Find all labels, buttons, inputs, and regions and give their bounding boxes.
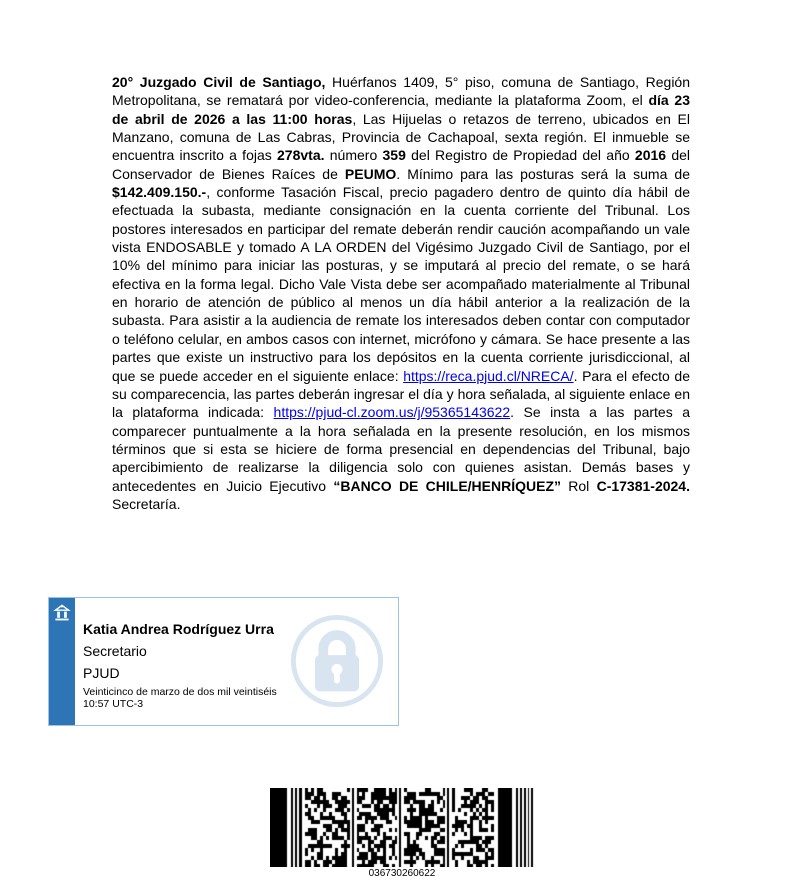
- text-segment: 359: [382, 147, 406, 164]
- text-segment: número: [324, 147, 383, 164]
- signature-date: Veinticinco de marzo de dos mil veintiséis: [83, 686, 277, 699]
- inline-link[interactable]: https://reca.pjud.cl/NRECA/: [403, 367, 574, 384]
- signature-time: 10:57 UTC-3: [83, 698, 144, 711]
- barcode: [270, 788, 534, 867]
- signer-name: Katia Andrea Rodríguez Urra: [83, 621, 274, 637]
- text-segment: $142.409.150.-: [112, 184, 207, 201]
- inline-link[interactable]: https://pjud-cl.zoom.us/j/95365143622: [273, 404, 511, 421]
- barcode-number: 036730260622: [368, 868, 436, 879]
- courthouse-icon: [52, 602, 72, 622]
- text-segment: 2016: [634, 147, 667, 164]
- lock-icon: [288, 612, 386, 710]
- text-segment: , Las Hijuelas o retazos de terreno, ubicados en El Manzano, comuna de Las Cabras, Provincia de Cachapoal, sexta región. El inmueble se encuentra inscrito a fojas: [112, 110, 690, 164]
- text-segment: “BANCO DE CHILE/HENRÍQUEZ”: [333, 477, 562, 494]
- text-segment: , conforme Tasación Fiscal, precio pagadero dentro de quinto día hábil de efectuada la subasta, mediante consignación en la cuenta corriente del Tribunal. Los postores interesados en participar del remate deberán rendir caución acompañando un vale vista ENDOSABLE y tomado A LA ORDEN del Vigésimo Juzgado Civil de Santiago, por el 10% del mínimo para iniciar las posturas, y se imputará al precio del remate, o se hará efectiva en la forma legal. Dicho Vale Vista debe ser acompañado materialmente al Tribunal en horario de atención de público al menos un día hábil anterior a la realización de la subasta. Para asistir a la audiencia de remate los interesados deben contar con computador o teléfono celular, en ambos casos con internet, micrófono y cámara. Se hace presente a las partes que existe un instructivo para los depósitos en la cuenta corriente jurisdiccional, al que se puede acceder en el siguiente enlace:: [112, 184, 690, 384]
- text-segment: del Registro de Propiedad del año: [405, 147, 635, 164]
- text-segment: . Mínimo para las posturas será la suma de: [396, 165, 690, 182]
- text-segment: PEUMO: [344, 165, 397, 182]
- text-segment: del Conservador de Bienes Raíces de: [112, 147, 691, 182]
- signer-role: Secretario: [83, 643, 147, 660]
- auction-notice-paragraph: [112, 73, 690, 513]
- text-segment: . Se insta a las partes a comparecer puntualmente a la hora señalada en la presente resolución, en los mismos términos que si esta se hiciere de forma presencial en dependencias del Tribunal, bajo apercibimiento de realizarse la diligencia solo con quienes asistan. Demás bases y antecedentes en Juicio Ejecutivo: [112, 404, 690, 494]
- signer-organization: PJUD: [83, 665, 120, 682]
- text-segment: día 23 de abril de 2026 a las 11:00 horas: [112, 92, 690, 127]
- barcode-block: [270, 788, 534, 879]
- signature-accent-bar: [49, 598, 75, 725]
- digital-signature-block: [48, 597, 399, 726]
- text-segment: . Para el efecto de su comparecencia, las partes deberán ingresar el día y hora señalada, al siguiente enlace en la plataforma indicada:: [112, 367, 690, 421]
- text-segment: C-17381-2024.: [596, 477, 690, 494]
- text-segment: Huérfanos 1409, 5° piso, comuna de Santiago, Región Metropolitana, se rematará por video-conferencia, mediante la plataforma Zoom, el: [112, 74, 691, 109]
- text-segment: 20° Juzgado Civil de Santiago,: [112, 74, 326, 90]
- text-segment: Rol: [561, 477, 597, 494]
- signature-details: [83, 621, 290, 710]
- text-segment: 278vta.: [277, 147, 325, 164]
- text-segment: Secretaría.: [112, 495, 181, 512]
